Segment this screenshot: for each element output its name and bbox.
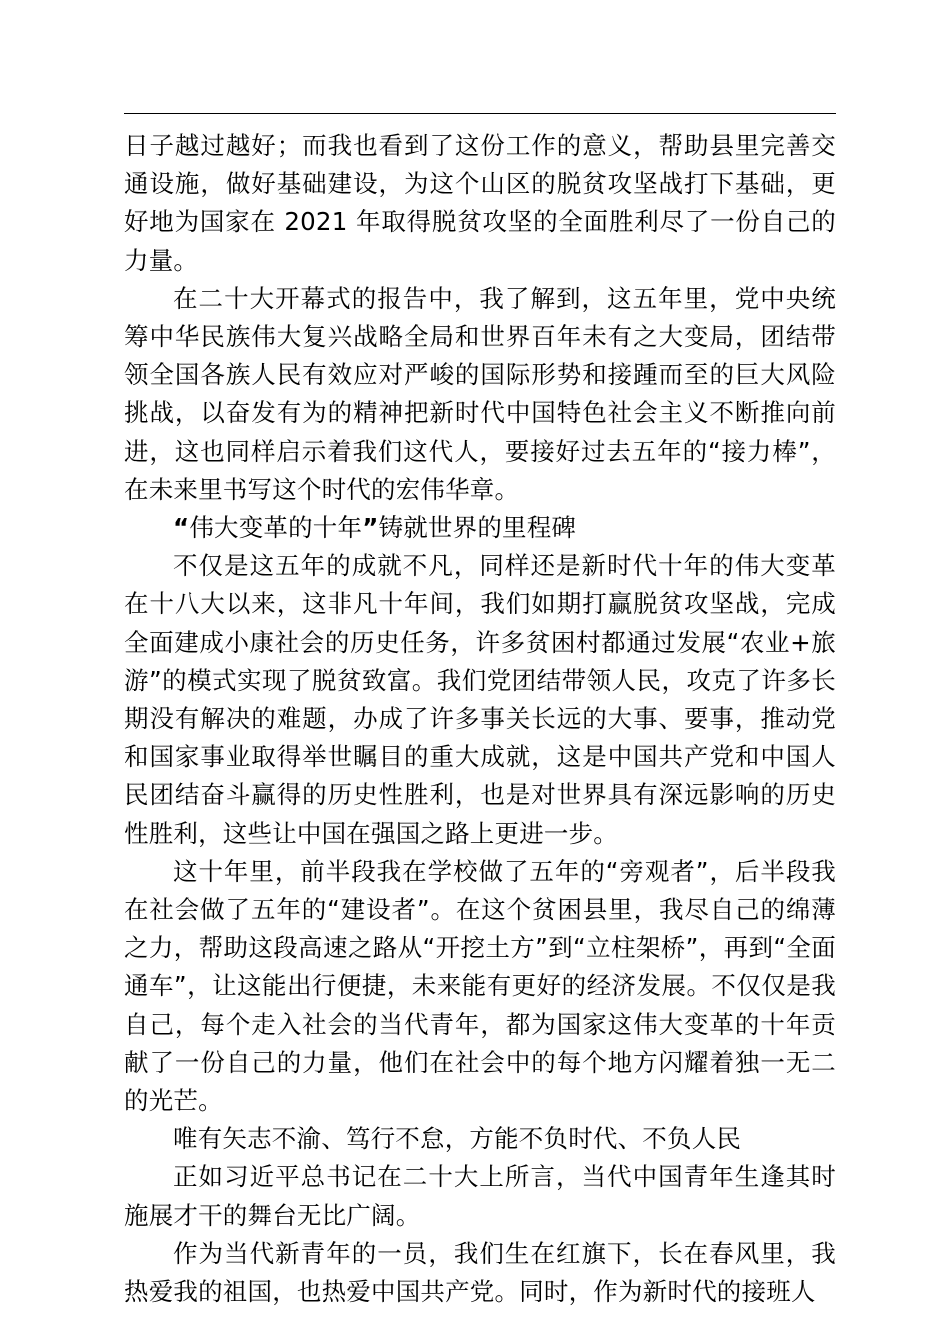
heading-tail: 铸就世界的里程碑 (378, 513, 577, 543)
section-heading-perseverance: 唯有矢志不渝、笃行不怠，方能不负时代、不负人民 (173, 1124, 742, 1154)
heading-title: 伟大变革的十年 (189, 513, 363, 543)
header-rule (124, 113, 836, 114)
paragraph-report: 在二十大开幕式的报告中，我了解到，这五年里，党中央统筹中华民族伟大复兴战略全局和世界百年未有之大变局，团结带领全国各族人民有效应对严峻的国际形势和接踵而至的巨大风险挑战，以奋发有为的精神把新时代中国特色社会主义不断推向前进，这也同样启示着我们这代人，要接好过去五年的“接力棒”，在未来里书写这个时代的宏伟华章。 (124, 283, 836, 504)
paragraph-personal-decade: 这十年里，前半段我在学校做了五年的“旁观者”，后半段我在社会做了五年的“建设者”。在这个贫困县里，我尽自己的绵薄之力，帮助这段高速之路从“开挖土方”到“立柱架桥”，再到“全面通车”，让这能出行便捷，未来能有更好的经济发展。不仅仅是我自己，每个走入社会的当代青年，都为国家这伟大变革的十年贡献了一份自己的力量，他们在社会中的每个地方闪耀着独一无二的光芒。 (124, 856, 836, 1116)
document-body (124, 127, 836, 1311)
paragraph-continuation: 日子越过越好；而我也看到了这份工作的意义，帮助县里完善交通设施，做好基础建设，为这个山区的脱贫攻坚战打下基础，更好地为国家在 2021 年取得脱贫攻坚的全面胜利尽了一份自己的力量。 (124, 131, 836, 275)
section-heading-decade (124, 509, 836, 547)
paragraph-new-youth: 作为当代新青年的一员，我们生在红旗下，长在春风里，我热爱我的祖国，也热爱中国共产党。同时，作为新时代的接班人 (124, 1238, 836, 1307)
heading-quote-open: “ (173, 513, 190, 543)
paragraph-decade-achievements: 不仅是这五年的成就不凡，同样还是新时代十年的伟大变革在十八大以来，这非凡十年间，我们如期打赢脱贫攻坚战，完成全面建成小康社会的历史任务，许多贫困村都通过发展“农业+旅游”的模式实现了脱贫致富。我们党团结带领人民，攻克了许多长期没有解决的难题，办成了许多事关长远的大事、要事，推动党和国家事业取得举世瞩目的重大成就，这是中国共产党和中国人民团结奋斗赢得的历史性胜利，也是对世界具有深远影响的历史性胜利，这些让中国在强国之路上更进一步。 (124, 551, 836, 848)
heading-quote-close: ” (362, 513, 379, 543)
paragraph-quote-xi: 正如习近平总书记在二十大上所言，当代中国青年生逢其时施展才干的舞台无比广阔。 (124, 1162, 836, 1230)
